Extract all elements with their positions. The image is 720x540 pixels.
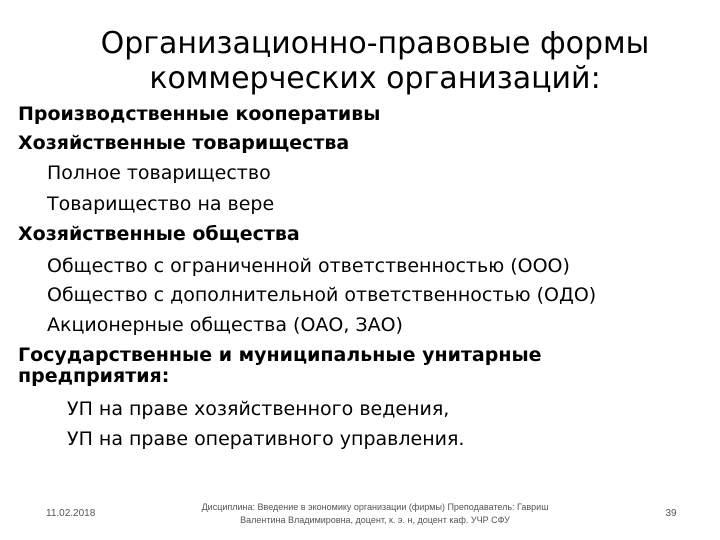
list-item-unitary-enterprises-cont: предприятия: <box>18 365 170 387</box>
footer-caption <box>150 501 600 527</box>
footer-caption-line-2: Валентина Владимировна, доцент, к. э. н, доцент каф. УЧР СФУ <box>240 515 510 525</box>
footer-date: 11.02.2018 <box>46 508 96 519</box>
title-line-2 <box>40 61 710 96</box>
title-line-2-text: коммерческих организаций <box>149 61 591 96</box>
slide-title <box>40 26 710 96</box>
list-item-production-cooperatives: Производственные кооперативы <box>18 103 381 125</box>
footer-caption-line-1: Дисциплина: Введение в экономику организации (фирмы) Преподаватель: Гавриш <box>201 502 549 512</box>
title-line-1: Организационно-правовые формы <box>100 26 650 61</box>
list-item-business-partnerships: Хозяйственные товарищества <box>18 132 350 154</box>
list-item-limited-partnership: Товарищество на вере <box>47 193 275 215</box>
list-item-general-partnership: Полное товарищество <box>47 162 271 184</box>
list-item-unitary-enterprises: Государственные и муниципальные унитарные <box>18 344 542 366</box>
list-item-llc: Общество с ограниченной ответственностью (ООО) <box>47 255 570 277</box>
list-item-alc: Общество с дополнительной ответственностью (ОДО) <box>47 284 597 306</box>
list-item-joint-stock: Акционерные общества (ОАО, ЗАО) <box>47 314 403 336</box>
list-item-operational-management: УП на праве оперативного управления. <box>67 428 465 450</box>
title-colon: : <box>590 61 601 96</box>
list-item-business-companies: Хозяйственные общества <box>18 223 300 245</box>
page-number: 39 <box>665 508 677 519</box>
list-item-economic-management: УП на праве хозяйственного ведения, <box>67 398 450 420</box>
